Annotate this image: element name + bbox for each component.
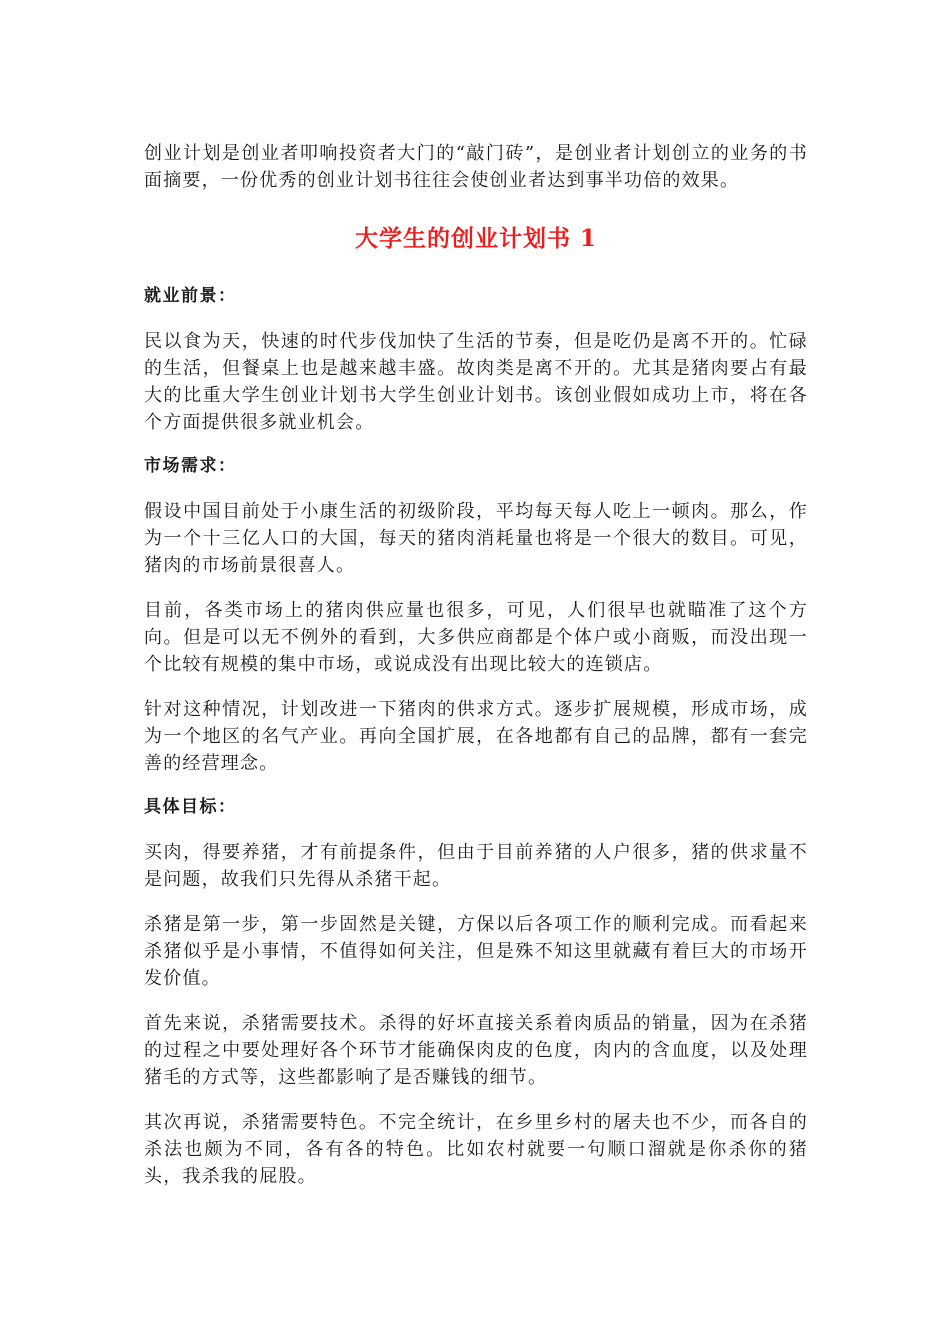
body-paragraph: 杀猪是第一步，第一步固然是关键，方保以后各项工作的顺利完成。而看起来杀猪似乎是小事情，不值得如何关注，但是殊不知这里就藏有着巨大的市场开发价值。 — [144, 914, 808, 989]
section-heading: 具体目标： — [144, 797, 237, 817]
body-paragraph: 首先来说，杀猪需要技术。杀得的好坏直接关系着肉质品的销量，因为在杀猪的过程之中要处理好各个环节才能确保肉皮的色度，肉内的含血度，以及处理猪毛的方式等，这些都影响了是否赚钱的细节。 — [144, 1013, 808, 1088]
section-market-demand — [144, 454, 808, 777]
body-paragraph: 目前，各类市场上的猪肉供应量也很多，可见，人们很早也就瞄准了这个方向。但是可以无不例外的看到，大多供应商都是个体户或小商贩，而没出现一个比较有规模的集中市场，或说成没有出现比较大的连锁店。 — [144, 600, 808, 675]
section-employment-outlook — [144, 284, 808, 436]
body-paragraph: 其次再说，杀猪需要特色。不完全统计，在乡里乡村的屠夫也不少，而各自的杀法也颇为不同，各有各的特色。比如农村就要一句顺口溜就是你杀你的猪头，我杀我的屁股。 — [144, 1112, 808, 1187]
body-paragraph: 假设中国目前处于小康生活的初级阶段，平均每天每人吃上一顿肉。那么，作为一个十三亿人口的大国，每天的猪肉消耗量也将是一个很大的数目。可见，猪肉的市场前景很喜人。 — [144, 501, 808, 576]
body-paragraph: 买肉，得要养猪，才有前提条件，但由于目前养猪的人户很多，猪的供求量不是问题，故我们只先得从杀猪干起。 — [144, 842, 808, 890]
document-title: 大学生的创业计划书 1 — [354, 225, 597, 252]
intro-paragraph: 创业计划是创业者叩响投资者大门的“敲门砖”，是创业者计划创立的业务的书面摘要，一份优秀的创业计划书往往会使创业者达到事半功倍的效果。 — [144, 143, 808, 191]
section-heading: 市场需求： — [144, 456, 237, 476]
section-specific-goals — [144, 795, 808, 1190]
document-page — [144, 140, 808, 1208]
body-paragraph: 民以食为天，快速的时代步伐加快了生活的节奏，但是吃仍是离不开的。忙碌的生活，但餐桌上也是越来越丰盛。故肉类是离不开的。尤其是猪肉要占有最大的比重大学生创业计划书大学生创业计划书。该创业假如成功上市，将在各个方面提供很多就业机会。 — [144, 331, 808, 433]
body-paragraph: 针对这种情况，计划改进一下猪肉的供求方式。逐步扩展规模，形成市场，成为一个地区的名气产业。再向全国扩展，在各地都有自己的品牌，都有一套完善的经营理念。 — [144, 699, 808, 774]
section-heading: 就业前景： — [144, 286, 237, 306]
